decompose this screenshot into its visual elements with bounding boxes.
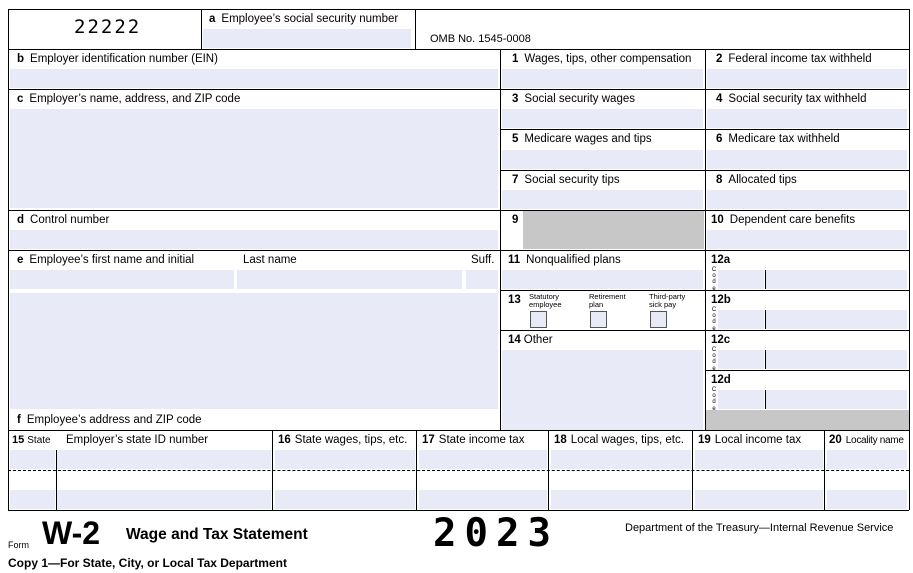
box3-field[interactable] [502, 109, 703, 128]
box-b-text: Employer identification number (EIN) [30, 53, 218, 65]
box12a-num: 12a [711, 254, 731, 266]
box5-text: Medicare wages and tips [524, 133, 652, 145]
statutory-label: Statutory employee [529, 292, 562, 309]
box16-label [278, 434, 407, 447]
box19-2[interactable] [695, 490, 823, 509]
box-e-letter: e [17, 254, 24, 266]
rule [8, 49, 909, 50]
box14-field[interactable] [502, 350, 703, 430]
box-f-text: Employee’s address and ZIP code [26, 414, 202, 426]
rule-dashed [8, 470, 909, 471]
box10-label [711, 214, 855, 227]
form-name: W-2 [42, 515, 101, 551]
box-f-letter: f [17, 414, 21, 426]
rule [272, 430, 273, 510]
box6-field[interactable] [707, 150, 907, 169]
code-letter: d [712, 319, 716, 326]
code-letter: d [712, 359, 716, 366]
omb-number: OMB No. 1545-0008 [430, 33, 531, 45]
copy-line: Copy 1—For State, City, or Local Tax Department [8, 556, 287, 570]
box8-num: 8 [716, 174, 723, 186]
tax-year: 2023 [433, 511, 559, 556]
box19-text: Local income tax [714, 434, 802, 446]
box12c-code-field[interactable] [718, 350, 764, 369]
rule [8, 9, 9, 510]
last-name-field[interactable] [237, 270, 462, 289]
box5-label [512, 133, 652, 146]
box19-1[interactable] [695, 450, 823, 469]
box11-label [508, 254, 621, 267]
box20-1[interactable] [827, 450, 907, 469]
box4-num: 4 [716, 93, 723, 105]
box3-text: Social security wages [524, 93, 635, 105]
box6-text: Medicare tax withheld [728, 133, 840, 145]
box8-field[interactable] [707, 190, 907, 209]
box11-text: Nonqualified plans [526, 254, 621, 266]
box14-label [508, 334, 553, 347]
code-letter: o [712, 273, 716, 280]
box1-num: 1 [512, 53, 519, 65]
rule [201, 9, 202, 49]
box17-label [422, 434, 524, 447]
box15-state-1[interactable] [10, 450, 55, 469]
box15-id-label: Employer’s state ID number [66, 434, 209, 446]
box4-text: Social security tax withheld [728, 93, 867, 105]
box12a-label [711, 254, 736, 267]
last-name-label: Last name [243, 254, 297, 266]
box6-label [716, 133, 840, 146]
code-letter: d [712, 399, 716, 406]
box15-id-1[interactable] [57, 450, 271, 469]
rule [765, 310, 766, 329]
box5-field[interactable] [502, 150, 703, 169]
box-c-label [17, 93, 240, 106]
box12c-label [711, 334, 736, 347]
box17-2[interactable] [419, 490, 547, 509]
code-letter: e [712, 285, 716, 292]
retirement-label: Retirement plan [589, 292, 626, 309]
box12c-amount-field[interactable] [766, 350, 907, 369]
code-label-12a [711, 267, 717, 292]
thirdparty-label: Third-party sick pay [649, 292, 686, 309]
code-label-12d [711, 387, 717, 412]
box12b-num: 12b [711, 294, 731, 306]
box-a-label [209, 13, 398, 26]
rule [8, 250, 909, 251]
box13-label [508, 294, 527, 307]
box10-text: Dependent care benefits [729, 214, 856, 226]
employer-name-field[interactable] [10, 109, 498, 208]
code-letter: d [712, 279, 716, 286]
rule [8, 430, 909, 431]
box20-label [829, 434, 904, 447]
box15-state-text: State [27, 435, 51, 446]
box13-num: 13 [508, 294, 521, 306]
suffix-field[interactable] [466, 270, 498, 289]
first-name-field[interactable] [10, 270, 234, 289]
agency-line: Department of the Treasury—Internal Revenue Service [625, 522, 894, 534]
box2-field[interactable] [707, 69, 907, 88]
box20-num: 20 [829, 434, 842, 446]
code-letter: o [712, 393, 716, 400]
retirement-plan-checkbox[interactable] [590, 311, 607, 328]
form-word: Form [8, 540, 29, 550]
box16-1[interactable] [275, 450, 415, 469]
rule [8, 9, 909, 10]
code-letter: e [712, 325, 716, 332]
box8-text: Allocated tips [728, 174, 797, 186]
rule [692, 430, 693, 510]
box7-text: Social security tips [524, 174, 620, 186]
rule [56, 450, 57, 510]
code-label-12b [711, 307, 717, 332]
box3-num: 3 [512, 93, 519, 105]
box-c-letter: c [17, 93, 24, 105]
rule [824, 430, 825, 510]
code-letter: C [711, 347, 717, 353]
code-letter: e [712, 365, 716, 372]
box-a-letter: a [209, 13, 216, 25]
rule [548, 430, 549, 510]
box9-num: 9 [512, 214, 519, 226]
box1-field[interactable] [502, 69, 703, 88]
code-letter: o [712, 353, 716, 360]
box-d-letter: d [17, 214, 25, 226]
box11-field[interactable] [502, 270, 703, 289]
box18-num: 18 [554, 434, 567, 446]
code-letter: C [711, 387, 717, 393]
rule [8, 210, 909, 211]
rule [8, 89, 909, 90]
box11-num: 11 [508, 254, 521, 266]
box6-num: 6 [716, 133, 723, 145]
rule [765, 390, 766, 409]
box17-num: 17 [422, 434, 435, 446]
box19-label [698, 434, 801, 447]
box15-state-2[interactable] [10, 490, 55, 509]
box-a-text: Employee’s social security number [221, 13, 399, 25]
suffix-label: Suff. [471, 254, 495, 266]
ssn-field[interactable] [203, 29, 411, 48]
box18-label [554, 434, 684, 447]
rule [500, 49, 501, 430]
box12d-num: 12d [711, 374, 731, 386]
box15-id-2[interactable] [57, 490, 271, 509]
box15-num: 15 [12, 434, 25, 446]
box9-shaded [523, 210, 704, 249]
control-number-field[interactable] [10, 230, 498, 249]
box17-1[interactable] [419, 450, 547, 469]
box7-field[interactable] [502, 190, 703, 209]
box2-label [716, 53, 872, 66]
box16-2[interactable] [275, 490, 415, 509]
box14-text: Other [523, 334, 553, 346]
box16-num: 16 [278, 434, 291, 446]
box12b-label [711, 294, 737, 307]
box-d-text: Control number [30, 214, 110, 226]
box12c-num: 12c [711, 334, 731, 346]
box12d-amount-field[interactable] [766, 390, 907, 409]
box12d-shaded [705, 410, 909, 430]
box3-label [512, 93, 635, 106]
box16-text: State wages, tips, etc. [294, 434, 408, 446]
box1-text: Wages, tips, other compensation [524, 53, 692, 65]
box1-label [512, 53, 691, 66]
box8-label [716, 174, 797, 187]
box2-num: 2 [716, 53, 723, 65]
form-title: Wage and Tax Statement [126, 526, 308, 543]
ein-field[interactable] [10, 69, 498, 88]
box12b-amount-field[interactable] [766, 310, 907, 329]
box-d-label [17, 214, 109, 227]
box17-text: State income tax [438, 434, 525, 446]
box2-text: Federal income tax withheld [728, 53, 872, 65]
rule [765, 350, 766, 369]
box10-field[interactable] [707, 230, 907, 249]
code-label-12c [711, 347, 717, 372]
employee-address-field[interactable] [10, 293, 498, 409]
statutory-employee-checkbox[interactable] [530, 311, 547, 328]
rule [765, 270, 766, 289]
box7-num: 7 [512, 174, 519, 186]
box-c-text: Employer’s name, address, and ZIP code [29, 93, 241, 105]
third-party-sick-pay-checkbox[interactable] [650, 311, 667, 328]
rule [416, 430, 417, 510]
box-f-label [17, 414, 202, 427]
box12b-code-field[interactable] [718, 310, 764, 329]
box12d-code-field[interactable] [718, 390, 764, 409]
code-letter: C [711, 267, 717, 273]
box18-text: Local wages, tips, etc. [570, 434, 684, 446]
box4-field[interactable] [707, 109, 907, 128]
box5-num: 5 [512, 133, 519, 145]
box-b-letter: b [17, 53, 25, 65]
rule [705, 49, 706, 430]
box10-num: 10 [711, 214, 724, 226]
rule [909, 9, 910, 510]
box18-1[interactable] [551, 450, 691, 469]
box4-label [716, 93, 866, 106]
box19-num: 19 [698, 434, 711, 446]
rule [415, 9, 416, 49]
box20-text: Locality name [845, 435, 904, 446]
box14-num: 14 [508, 334, 521, 346]
box-b-label [17, 53, 218, 66]
box7-label [512, 174, 620, 187]
box12a-amount-field[interactable] [766, 270, 907, 289]
control-code: 22222 [74, 16, 142, 38]
box18-2[interactable] [551, 490, 691, 509]
box12d-label [711, 374, 737, 387]
box12a-code-field[interactable] [718, 270, 764, 289]
code-letter: C [711, 307, 717, 313]
box-e-label [17, 254, 194, 267]
code-letter: e [712, 405, 716, 412]
box15-label [12, 434, 51, 447]
box20-2[interactable] [827, 490, 907, 509]
code-letter: o [712, 313, 716, 320]
box-e-text: Employee’s first name and initial [29, 254, 195, 266]
box9-label [512, 214, 524, 227]
rule [705, 370, 909, 371]
